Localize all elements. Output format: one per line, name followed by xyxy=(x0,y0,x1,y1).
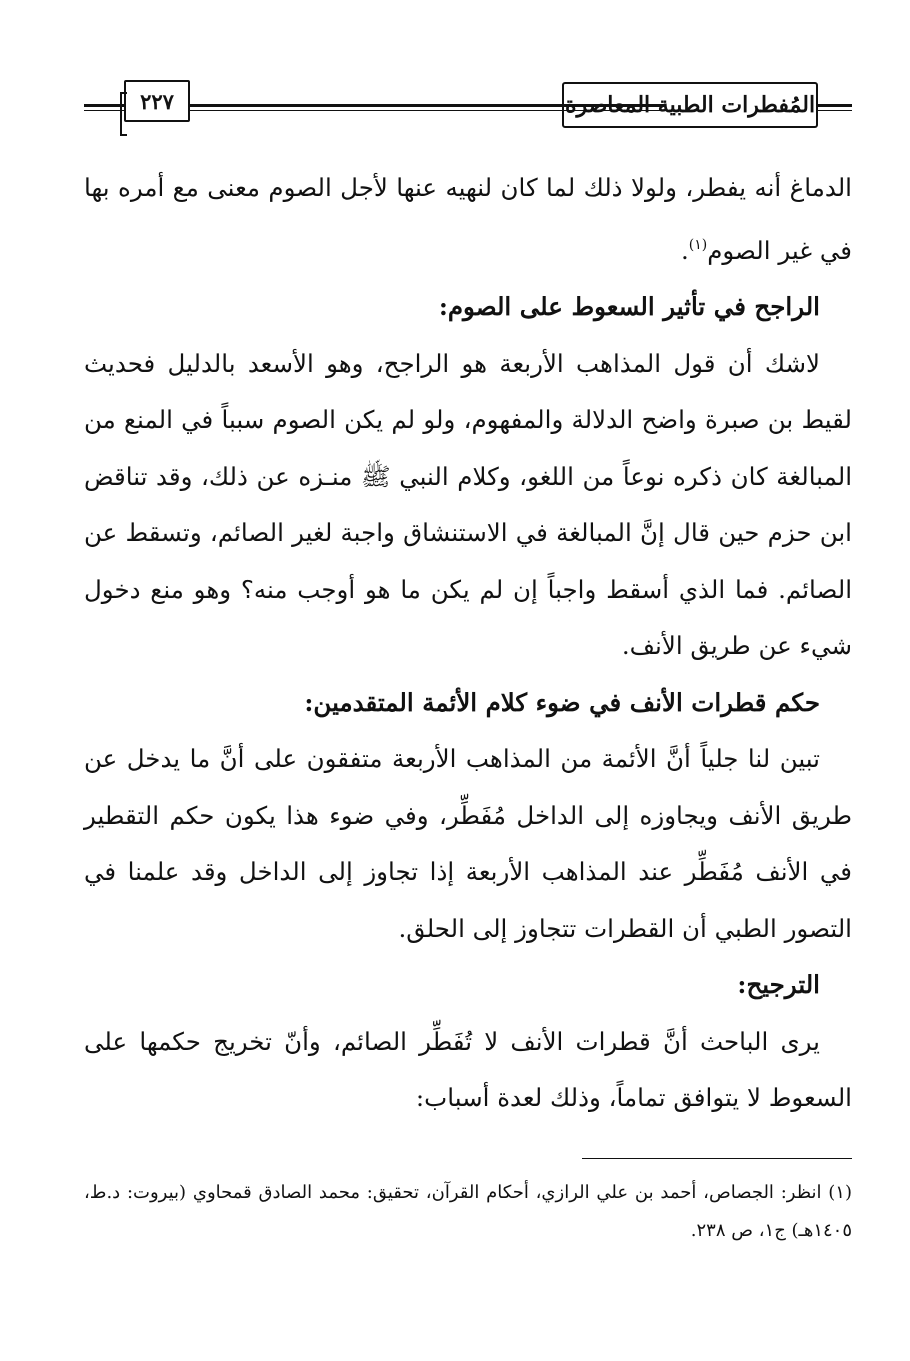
footnotes xyxy=(84,1174,852,1250)
footnote-separator xyxy=(582,1158,852,1159)
section-heading: الراجح في تأثير السعوط على الصوم: xyxy=(438,292,820,321)
paragraph: تبين لنا جلياً أنَّ الأئمة من المذاهب الأربعة متفقون على أنَّ ما يدخل عن طريق الأنف ويجاوزه إلى الداخل مُفَطِّر، وفي ضوء هذا يكون حكم التقطير في الأنف مُفَطِّر عند المذاهب الأربعة إذا تجاوز إلى الداخل وقد علمنا في التصور الطبي أن القطرات تتجاوز إلى الحلق. xyxy=(84,744,852,943)
page-header xyxy=(84,72,852,142)
paragraph-end: . xyxy=(680,235,689,265)
section-heading: الترجيح: xyxy=(737,970,820,999)
page-number: ٢٢٧ xyxy=(124,80,190,122)
footnote-reference: (١) xyxy=(688,236,708,253)
header-rule-right xyxy=(816,104,852,111)
running-title: المُفطرات الطبية المعاصرة xyxy=(562,82,818,128)
paragraph-line: غير الصوم xyxy=(707,235,813,265)
paragraph-line: الدماغ أنه يفطر، ولولا ذلك لما كان لنهيه عنها لأجل الصوم معنى مع أمره بها في xyxy=(84,173,852,265)
paragraph-continuation xyxy=(84,160,852,279)
paragraph: لاشك أن قول المذاهب الأربعة هو الراجح، وهو الأسعد بالدليل فحديث لقيط بن صبرة واضح الدلالة والمفهوم، ولو لم يكن الصوم سبباً في المنع من المبالغة كان ذكره نوعاً من اللغو، وكلام النبي ﷺ منـزه عن ذلك، وقد تناقض ابن حزم حين قال إنَّ المبالغة في الاستنشاق واجبة لغير الصائم، وتسقط عن الصائم. فما الذي أسقط واجباً إن لم يكن ما هو أوجب منه؟ وهو منع دخول شيء عن طريق الأنف. xyxy=(84,348,852,660)
body-text xyxy=(84,160,852,1127)
section-heading: حكم قطرات الأنف في ضوء كلام الأئمة المتقدمين: xyxy=(304,687,820,717)
paragraph: يرى الباحث أنَّ قطرات الأنف لا تُفَطِّر الصائم، وأنّ تخريج حكمها على السعوط لا يتوافق تماماً، وذلك لعدة أسباب: xyxy=(84,1026,852,1112)
header-rule-left xyxy=(84,104,124,111)
footnote-item: (١) انظر: الجصاص، أحمد بن علي الرازي، أحكام القرآن، تحقيق: محمد الصادق قمحاوي (بيروت: د.ط، ١٤٠٥هـ) ج١، ص ٢٣٨. xyxy=(84,1182,852,1241)
